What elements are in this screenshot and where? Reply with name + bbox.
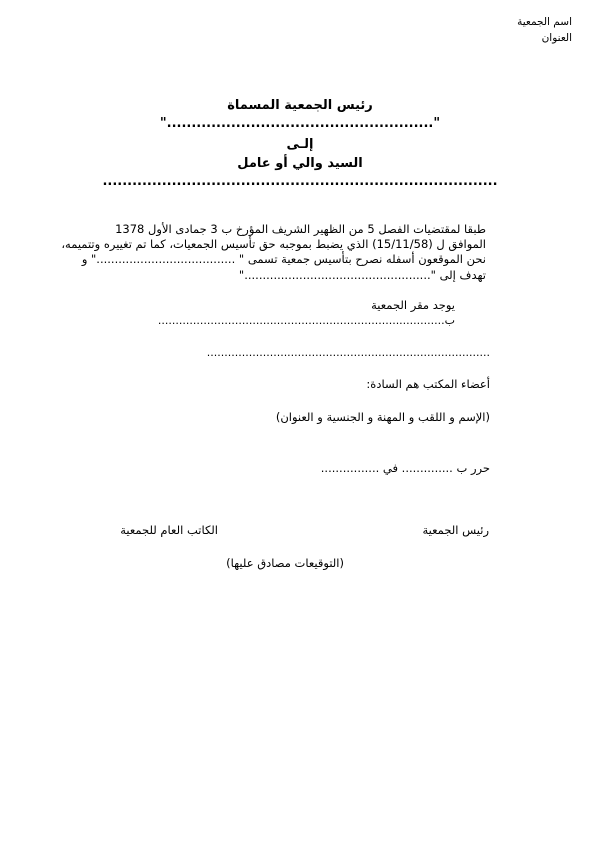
president-title: رئيس الجمعية المسماة [227, 98, 373, 113]
secretary-signature: الكاتب العام للجمعية [120, 523, 218, 537]
members-detail: (الإسم و اللقب و المهنة و الجنسية و العنوان) [275, 410, 490, 424]
recipient-title: السيد والي أو عامل [237, 156, 363, 171]
recipient-dots: ................................................................................ [102, 174, 498, 189]
president-signature: رئيس الجمعية [422, 523, 489, 537]
hq-line-2: ................................................................................. [206, 346, 490, 359]
signatures-note: (التوقيعات مصادق عليها) [226, 556, 344, 570]
body-line-4: تهدف إلى "..................................................." [238, 268, 486, 282]
hq-label: يوجد مقر الجمعية [371, 298, 455, 312]
body-line-3: نحن الموقعون أسفله نصرح بتأسيس جمعية تسمى " ......................................" و [81, 252, 486, 266]
to-label: إلـى [286, 137, 314, 152]
hq-line: ب.................................................................................. [157, 314, 455, 327]
address-label: العنوان [541, 32, 572, 44]
body-line-2: الموافق ل (15/11/58) الذي يضبط بموجبه حق تأسيس الجمعيات، كما تم تغييره وتتميمه، [61, 237, 486, 251]
association-name-placeholder: "......................................................" [159, 116, 441, 131]
body-line-1: طبقا لمقتضيات الفصل 5 من الظهير الشريف المؤرخ ب 3 جمادى الأول 1378 [115, 222, 486, 236]
members-label: أعضاء المكتب هم السادة: [366, 377, 490, 391]
signed-at: حرر ب .............. في ................ [320, 461, 490, 475]
association-name-label: اسم الجمعية [517, 16, 572, 28]
